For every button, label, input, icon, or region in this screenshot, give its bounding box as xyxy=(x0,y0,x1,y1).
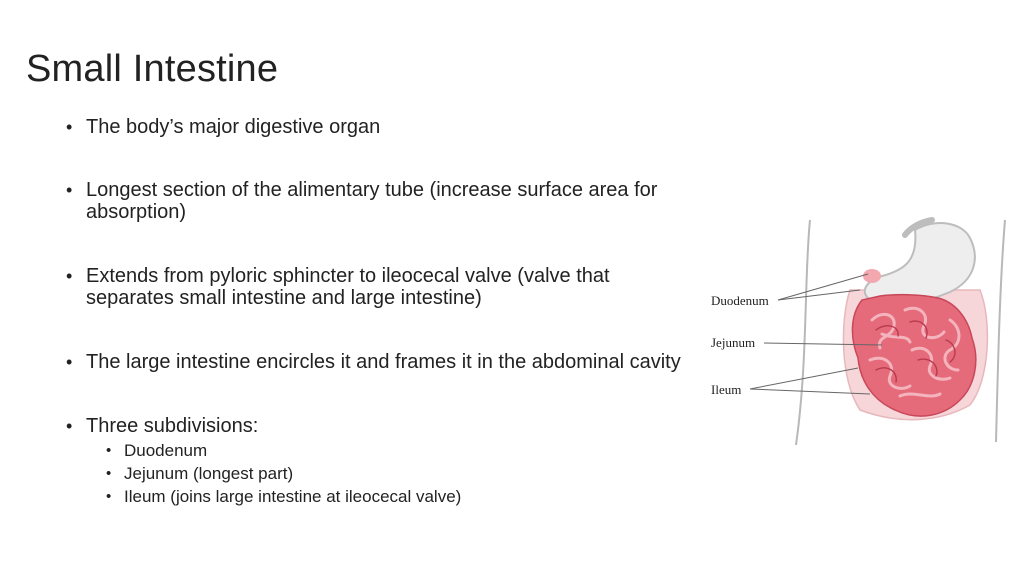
bullet-item xyxy=(66,351,686,373)
duodenum-highlight xyxy=(863,269,881,283)
ileum-label: Ileum xyxy=(711,382,742,397)
subdivision-list xyxy=(86,439,686,508)
body-outline-left xyxy=(796,220,810,445)
body-outline-right xyxy=(996,220,1005,442)
bullet-text: Extends from pyloric sphincter to ileocecal valve (valve that separates small intestine and large intestine) xyxy=(86,265,610,309)
coil-line xyxy=(900,394,940,396)
bullet-icon: • xyxy=(66,117,73,137)
illustration-svg xyxy=(700,210,1020,455)
small-intestine-illustration xyxy=(700,210,1020,455)
bullet-text: The body’s major digestive organ xyxy=(86,116,381,138)
bullet-icon: • xyxy=(66,416,73,436)
slide-title: Small Intestine xyxy=(26,48,279,90)
bullet-icon: • xyxy=(66,352,73,372)
subdivision-item xyxy=(86,439,686,462)
subdivision-text: Ileum (joins large intestine at ileocecal valve) xyxy=(124,487,462,506)
jejunum-label: Jejunum xyxy=(711,335,756,350)
bullet-text: Longest section of the alimentary tube (increase surface area for absorption) xyxy=(86,179,658,223)
subdivision-item xyxy=(86,462,686,485)
bullet-item xyxy=(66,415,686,508)
bullet-item xyxy=(66,116,686,138)
bullet-text: The large intestine encircles it and frames it in the abdominal cavity xyxy=(86,351,681,373)
bullet-item xyxy=(66,265,686,309)
bullet-text: Three subdivisions: xyxy=(86,415,259,437)
bullet-icon: • xyxy=(66,180,73,200)
subdivision-item xyxy=(86,485,686,508)
subdivision-text: Duodenum xyxy=(124,441,208,460)
subdivision-text: Jejunum (longest part) xyxy=(124,464,294,483)
bullet-icon: • xyxy=(66,266,73,286)
bullet-icon: • xyxy=(106,488,112,505)
bullet-list xyxy=(66,113,686,508)
duodenum-label: Duodenum xyxy=(711,293,769,308)
bullet-icon: • xyxy=(106,442,112,459)
bullet-icon: • xyxy=(106,465,112,482)
bullet-item xyxy=(66,179,686,223)
